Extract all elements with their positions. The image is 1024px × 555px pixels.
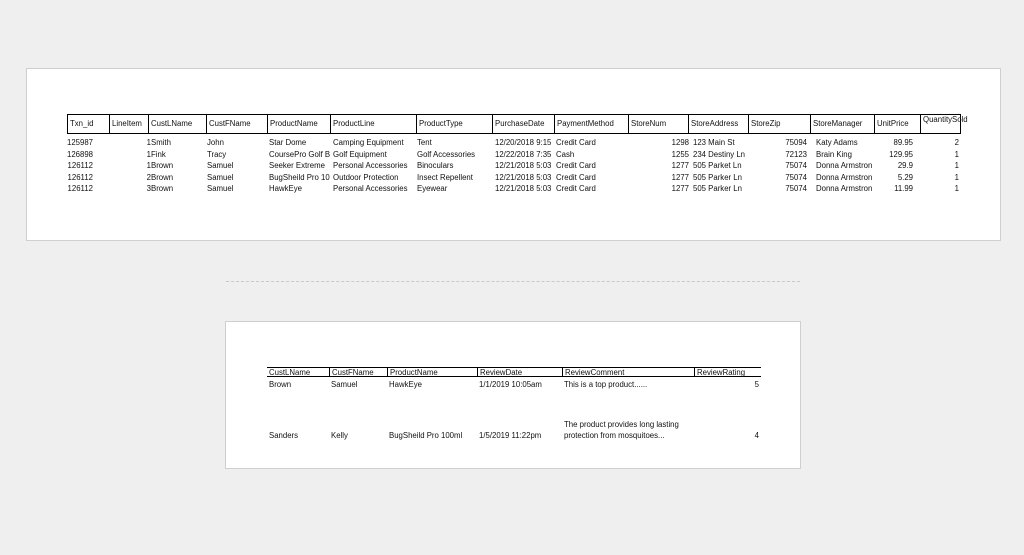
orders-cell-custfname: Samuel — [207, 172, 234, 182]
orders-cell-paymentmethod: Cash — [556, 149, 575, 159]
orders-cell-producttype: Tent — [417, 138, 432, 147]
reviews-cell-reviewrating: 4 — [754, 431, 759, 440]
orders-cell-productline: Personal Accessories — [333, 161, 408, 171]
orders-cell-producttype: Golf Accessories — [417, 149, 476, 159]
orders-cell-purchasedate: 12/21/2018 5:03 — [495, 161, 552, 171]
orders-header-lineitem: LineItem — [109, 115, 148, 133]
orders-cell-productname: Star Dome — [269, 138, 307, 147]
orders-cell-txn_id: 126112 — [67, 161, 93, 171]
reviews-cell-productname: BugSheild Pro 100ml — [389, 431, 463, 440]
orders-header-storemanager: StoreManager — [810, 115, 874, 133]
orders-cell-unitprice: 5.29 — [897, 172, 913, 182]
orders-cell-storeaddress: 123 Main St — [693, 138, 735, 147]
orders-cell-productline: Personal Accessories — [333, 184, 408, 194]
orders-cell-storezip: 72123 — [785, 149, 807, 159]
orders-cell-productline: Golf Equipment — [333, 149, 387, 159]
orders-cell-custfname: Samuel — [207, 184, 234, 194]
orders-cell-paymentmethod: Credit Card — [556, 138, 596, 147]
orders-cell-storemanager: Brain King — [816, 149, 852, 159]
orders-cell-lineitem: 1 — [146, 161, 151, 171]
orders-header-producttype: ProductType — [416, 115, 492, 133]
reviews-header-row — [267, 367, 761, 377]
orders-cell-storemanager: Donna Armstron — [816, 184, 873, 194]
reviews-cell-reviewrating: 5 — [754, 380, 759, 389]
orders-table-row — [67, 183, 961, 194]
orders-cell-quantitysold: 2 — [954, 138, 959, 147]
orders-cell-custfname: Tracy — [207, 149, 227, 159]
reviews-card — [225, 321, 801, 469]
orders-cell-storeaddress: 505 Parker Ln — [693, 184, 742, 194]
divider — [226, 281, 800, 282]
orders-header-quantitysold: QuantitySold — [920, 115, 962, 133]
orders-cell-productline: Outdoor Protection — [333, 172, 399, 182]
orders-cell-custfname: John — [207, 138, 224, 147]
orders-header-paymentmethod: PaymentMethod — [554, 115, 628, 133]
orders-header-unitprice: UnitPrice — [874, 115, 920, 133]
reviews-header-productname: ProductName — [387, 368, 477, 377]
orders-cell-unitprice: 129.95 — [889, 149, 913, 159]
orders-card — [26, 68, 1001, 241]
orders-cell-storeaddress: 505 Parket Ln — [693, 161, 742, 171]
orders-header-productname: ProductName — [267, 115, 330, 133]
orders-cell-productline: Camping Equipment — [333, 138, 404, 147]
reviews-cell-productname: HawkEye — [389, 380, 422, 389]
orders-cell-productname: Seeker Extreme — [269, 161, 325, 171]
reviews-cell-reviewcomment: This is a top product...... — [564, 380, 648, 389]
reviews-cell-reviewdate: 1/5/2019 11:22pm — [479, 431, 542, 440]
orders-cell-custlname: Smith — [151, 138, 171, 147]
orders-cell-quantitysold: 1 — [954, 184, 959, 194]
orders-cell-quantitysold: 1 — [954, 161, 959, 171]
orders-cell-quantitysold: 1 — [954, 149, 959, 159]
orders-cell-paymentmethod: Credit Card — [556, 161, 596, 171]
orders-cell-producttype: Insect Repellent — [417, 172, 473, 182]
orders-cell-custlname: Fink — [151, 149, 166, 159]
orders-cell-storemanager: Donna Armstron — [816, 172, 873, 182]
orders-cell-storenum: 1298 — [671, 138, 689, 147]
orders-cell-producttype: Eyewear — [417, 184, 448, 194]
orders-cell-paymentmethod: Credit Card — [556, 172, 596, 182]
orders-cell-storezip: 75074 — [785, 161, 807, 171]
orders-cell-purchasedate: 12/21/2018 5:03 — [495, 184, 552, 194]
orders-cell-storezip: 75074 — [785, 184, 807, 194]
orders-cell-storenum: 1277 — [671, 172, 689, 182]
reviews-header-custlname: CustLName — [269, 368, 311, 377]
orders-table-row — [67, 160, 961, 171]
orders-cell-productname: CoursePro Golf B — [269, 149, 331, 159]
orders-header-row — [67, 114, 968, 134]
orders-header-productline: ProductLine — [330, 115, 416, 133]
orders-cell-txn_id: 126898 — [67, 149, 94, 159]
orders-table — [67, 114, 968, 204]
reviews-header-custfname: CustFName — [329, 368, 387, 377]
orders-cell-storeaddress: 505 Parker Ln — [693, 172, 742, 182]
orders-header-storenum: StoreNum — [628, 115, 688, 133]
reviews-cell-reviewcomment: The product provides long lasting — [564, 420, 679, 429]
orders-cell-storemanager: Katy Adams — [816, 138, 858, 147]
orders-cell-storezip: 75074 — [785, 172, 807, 182]
orders-cell-storeaddress: 234 Destiny Ln — [693, 149, 746, 159]
orders-cell-quantitysold: 1 — [954, 172, 959, 182]
orders-cell-purchasedate: 12/20/2018 9:15 — [495, 138, 552, 147]
orders-table-row — [67, 137, 961, 148]
orders-cell-storemanager: Donna Armstron — [816, 161, 873, 171]
reviews-cell-reviewcomment: protection from mosquitoes... — [564, 431, 665, 440]
orders-table-row — [67, 149, 961, 160]
orders-header-txn_id: Txn_id — [70, 119, 94, 128]
orders-header-storezip: StoreZip — [748, 115, 810, 133]
orders-cell-lineitem: 1 — [146, 149, 151, 159]
orders-cell-unitprice: 89.95 — [893, 138, 913, 147]
reviews-cell-reviewdate: 1/1/2019 10:05am — [479, 380, 542, 389]
reviews-header-reviewcomment: ReviewComment — [562, 368, 694, 377]
orders-cell-paymentmethod: Credit Card — [556, 184, 596, 194]
reviews-table — [267, 367, 761, 440]
orders-cell-lineitem: 2 — [146, 172, 151, 182]
orders-cell-txn_id: 126112 — [67, 172, 93, 182]
reviews-table-row — [267, 379, 761, 403]
orders-table-row — [67, 172, 961, 183]
orders-cell-txn_id: 126112 — [67, 184, 93, 194]
orders-cell-unitprice: 11.99 — [894, 184, 913, 194]
orders-header-custlname: CustLName — [148, 115, 206, 133]
orders-cell-custfname: Samuel — [207, 161, 234, 171]
reviews-header-reviewrating: ReviewRating — [694, 368, 761, 377]
orders-cell-storezip: 75094 — [785, 138, 807, 147]
reviews-header-reviewdate: ReviewDate — [477, 368, 562, 377]
reviews-cell-custlname: Brown — [269, 380, 292, 389]
orders-cell-custlname: Brown — [151, 184, 174, 194]
orders-cell-storenum: 1255 — [671, 149, 689, 159]
orders-cell-lineitem: 3 — [146, 184, 151, 194]
orders-cell-purchasedate: 12/21/2018 5:03 — [495, 172, 552, 182]
orders-cell-producttype: Binoculars — [417, 161, 454, 171]
orders-cell-txn_id: 125987 — [67, 138, 94, 147]
orders-header-custfname: CustFName — [206, 115, 267, 133]
orders-cell-custlname: Brown — [151, 161, 174, 171]
orders-cell-purchasedate: 12/22/2018 7:35 — [495, 149, 552, 159]
orders-cell-productname: BugSheild Pro 10 — [269, 172, 330, 182]
reviews-cell-custfname: Kelly — [331, 431, 348, 440]
orders-cell-storenum: 1277 — [671, 161, 689, 171]
orders-cell-custlname: Brown — [151, 172, 174, 182]
orders-header-purchasedate: PurchaseDate — [492, 115, 554, 133]
reviews-cell-custfname: Samuel — [331, 380, 358, 389]
orders-cell-lineitem: 1 — [146, 138, 151, 147]
orders-cell-storenum: 1277 — [671, 184, 689, 194]
reviews-table-row — [267, 419, 761, 443]
orders-cell-unitprice: 29.9 — [897, 161, 913, 171]
orders-header-storeaddress: StoreAddress — [688, 115, 748, 133]
orders-cell-productname: HawkEye — [269, 184, 302, 194]
reviews-cell-custlname: Sanders — [269, 431, 299, 440]
